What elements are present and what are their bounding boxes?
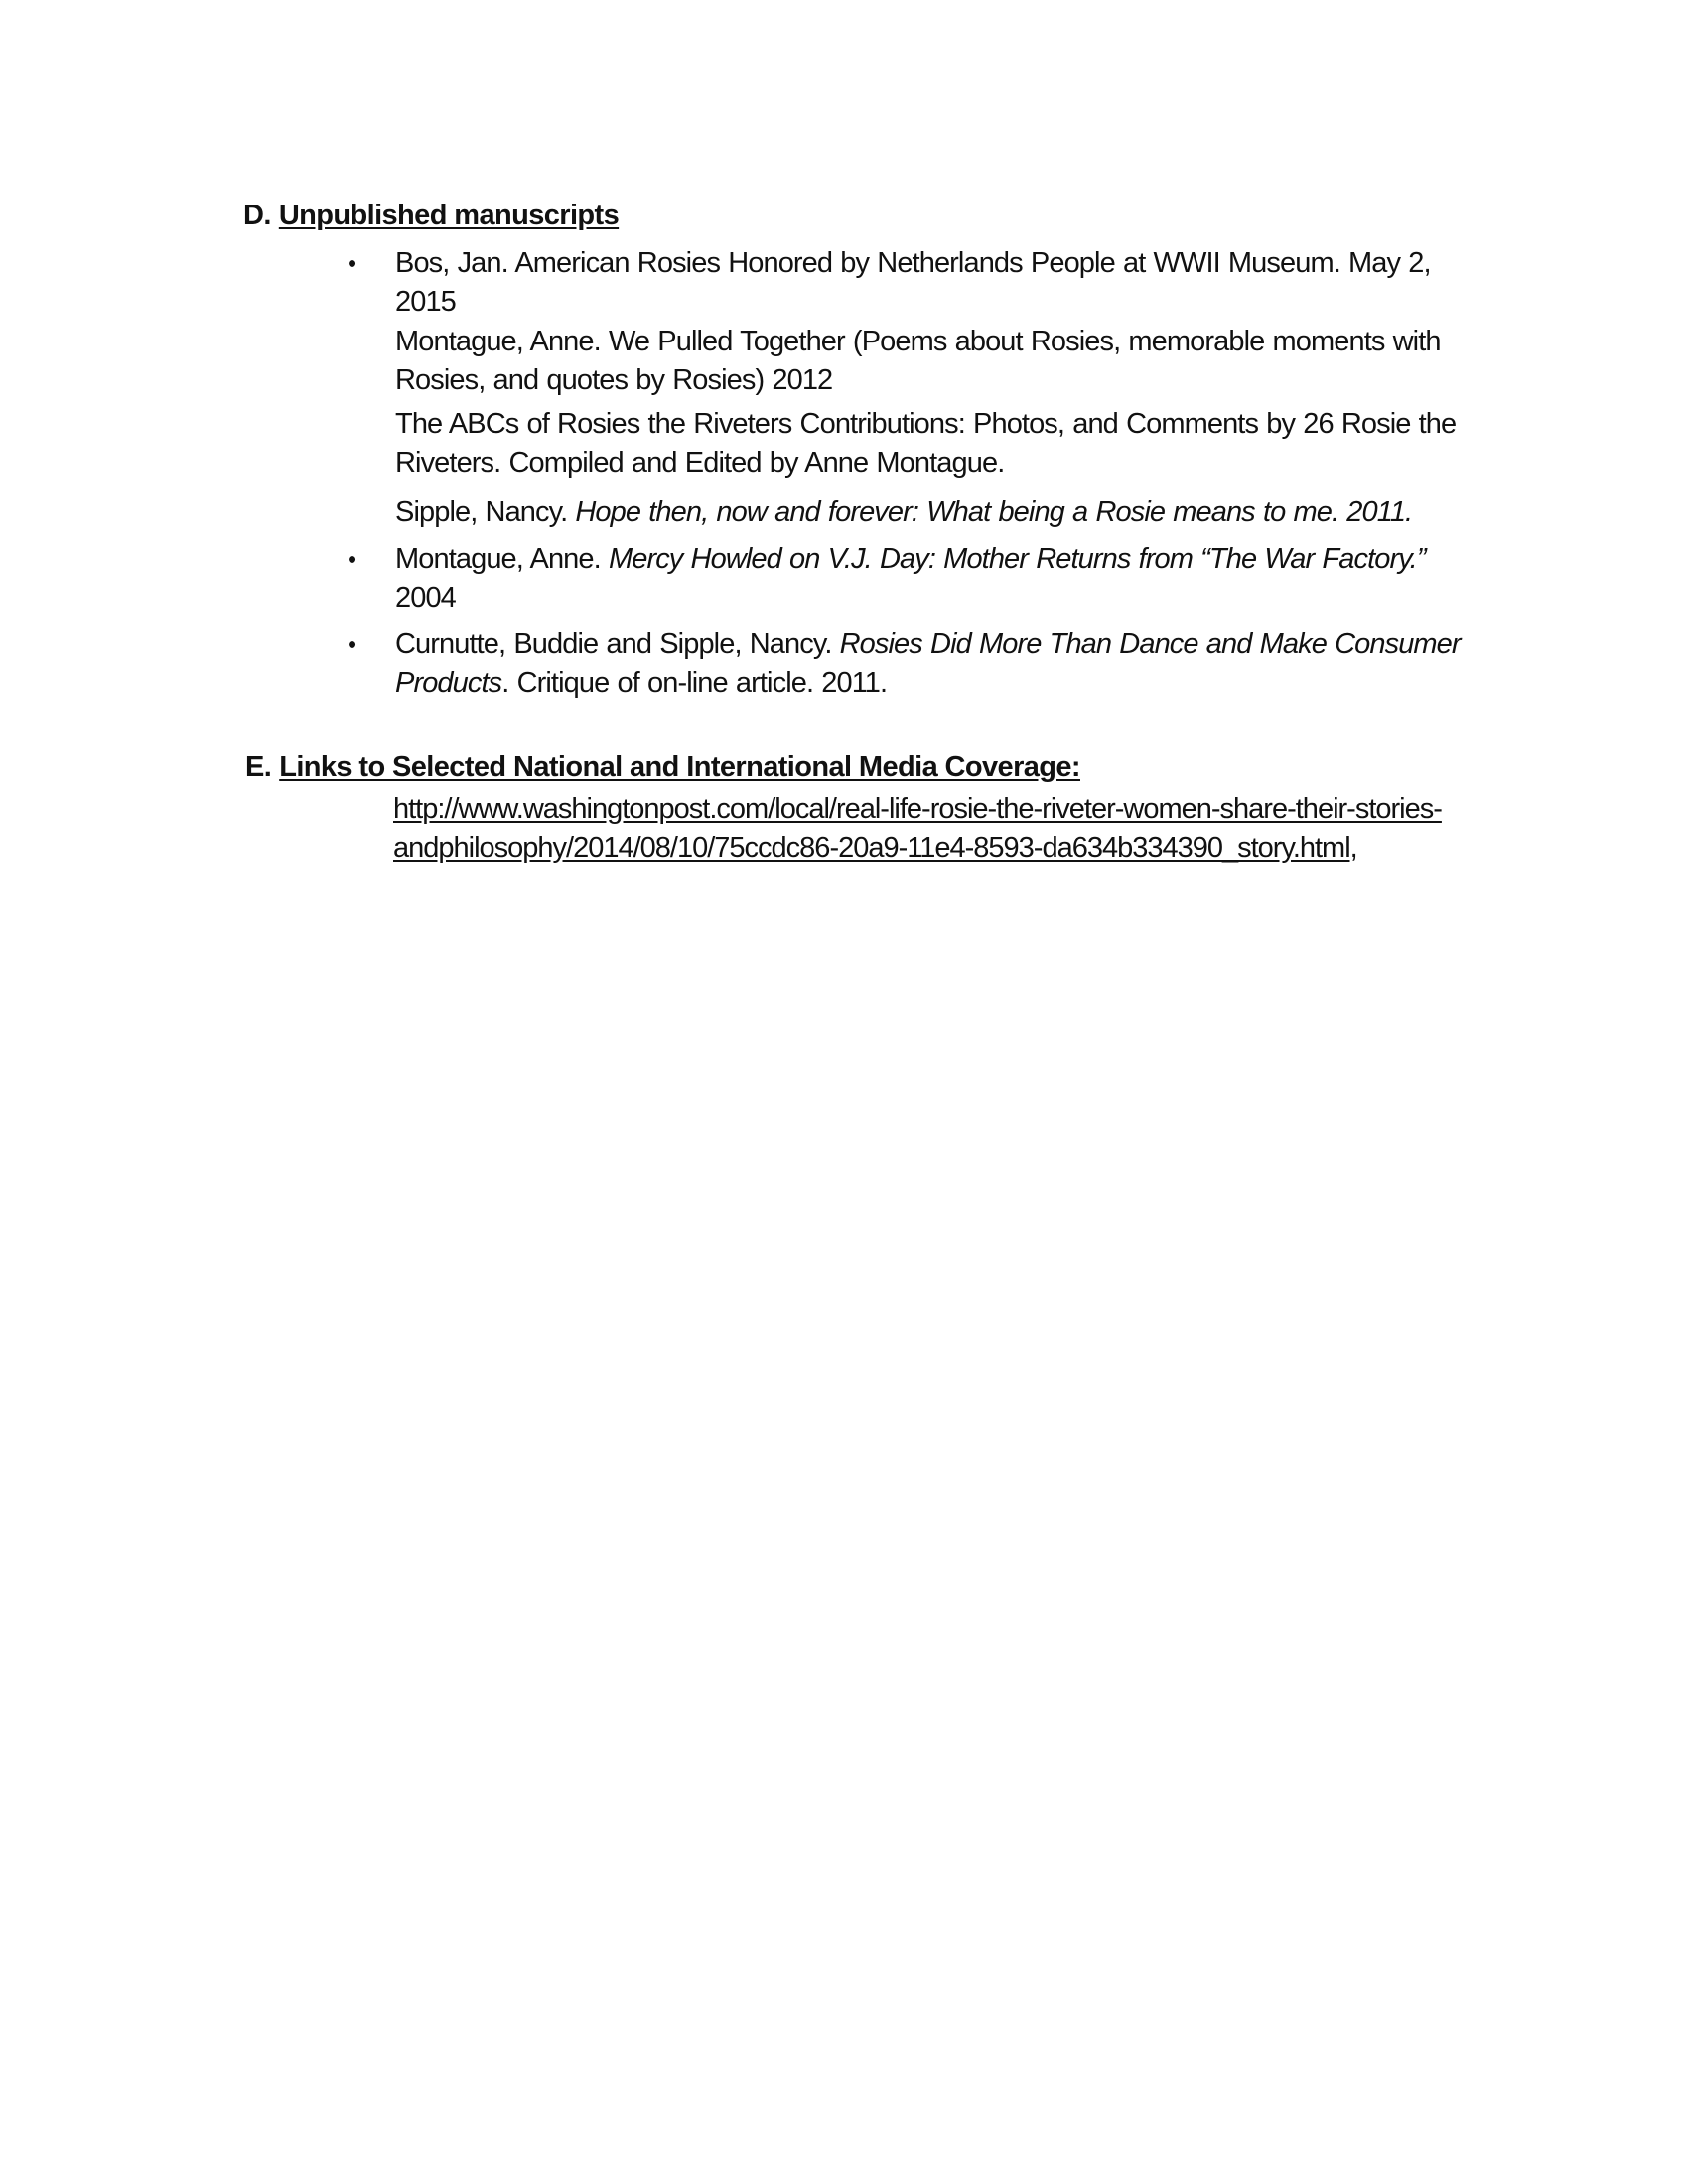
list-item-line: 2015 — [395, 286, 456, 318]
media-coverage-link[interactable]: http://www.washingtonpost.com/local/real-life-rosie-the-riveter-women-share-their-stories- — [393, 793, 1442, 825]
list-item-line: Rosies, and quotes by Rosies) 2012 — [395, 364, 833, 396]
section-d-heading — [243, 199, 619, 232]
section-e-title: Links to Selected National and International Media Coverage: — [279, 751, 1080, 783]
list-item-line: Riveters. Compiled and Edited by Anne Montague. — [395, 447, 1005, 478]
list-item-curnutte — [395, 625, 1463, 703]
section-e-letter: E. — [245, 751, 272, 783]
section-e-heading — [245, 751, 1080, 784]
list-item-sipple — [395, 493, 1463, 532]
list-item-line: Bos, Jan. American Rosies Honored by Netherlands People at WWII Museum. May 2, — [395, 247, 1431, 279]
list-item-line: Montague, Anne. We Pulled Together (Poems about Rosies, memorable moments with — [395, 326, 1441, 357]
section-d-letter: D. — [243, 200, 271, 231]
list-item-note: . Critique of on-line article. 2011. — [501, 667, 888, 699]
list-item-author: Sipple, Nancy. — [395, 496, 576, 528]
list-item-montague-mercy-howled — [395, 540, 1463, 617]
list-item-title: Hope then, now and forever: What being a Rosie means to me. 2011. — [575, 496, 1413, 528]
bullet-marker: • — [348, 544, 357, 574]
bullet-marker: • — [348, 248, 357, 278]
list-item-author: Montague, Anne. — [395, 543, 609, 575]
list-item-title: Rosies Did More Than Dance and Make Consumer — [839, 628, 1461, 660]
list-item-title: Mercy Howled on V.J. Day: Mother Returns from “The War Factory.” — [608, 543, 1426, 575]
list-item-title: Products — [395, 667, 502, 699]
list-item-bos — [395, 244, 1463, 322]
list-item-montague-pulled-together — [395, 323, 1463, 400]
bullet-marker: • — [348, 629, 357, 659]
list-item-abcs — [395, 405, 1463, 482]
section-d-title: Unpublished manuscripts — [278, 200, 620, 231]
list-item-line: 2004 — [395, 582, 456, 614]
media-coverage-link-continued[interactable]: andphilosophy/2014/08/10/75ccdc86-20a9-11e4-8593-da634b334390_story.html, — [393, 832, 1357, 864]
list-item-line: The ABCs of Rosies the Riveters Contributions: Photos, and Comments by 26 Rosie the — [395, 408, 1457, 440]
list-item-author: Curnutte, Buddie and Sipple, Nancy. — [395, 628, 840, 660]
